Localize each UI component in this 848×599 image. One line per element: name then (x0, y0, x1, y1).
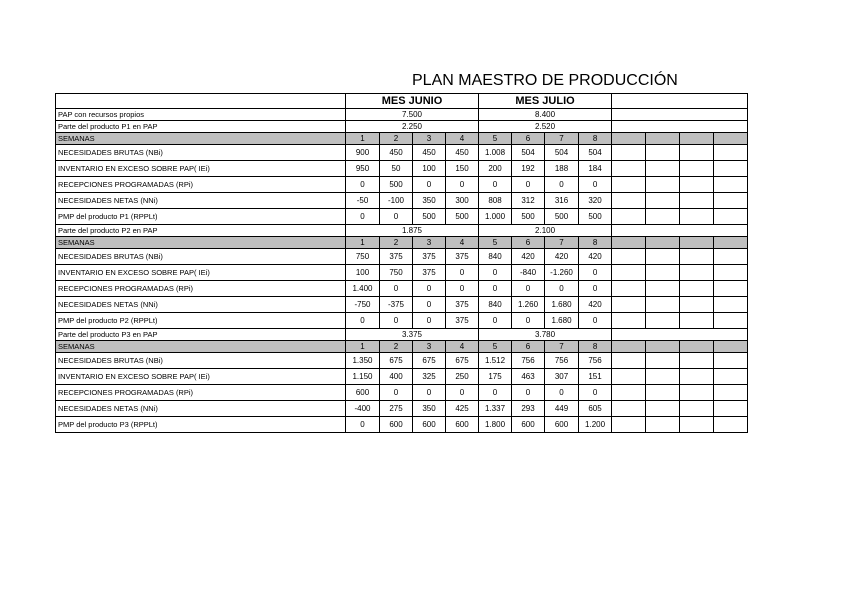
part-row (56, 121, 748, 133)
data-row (56, 265, 748, 281)
empty-cell (646, 369, 680, 385)
value-cell: 1.800 (479, 417, 512, 433)
empty-cell (646, 145, 680, 161)
empty-cell (680, 133, 714, 145)
value-cell: 600 (346, 385, 380, 401)
empty-cell (612, 109, 748, 121)
value-cell: 900 (346, 145, 380, 161)
week-number: 7 (545, 341, 579, 353)
part-junio-value: 3.375 (346, 329, 479, 341)
empty-cell (646, 385, 680, 401)
empty-cell (680, 177, 714, 193)
empty-cell (680, 237, 714, 249)
value-cell: 50 (380, 161, 413, 177)
value-cell: 0 (346, 313, 380, 329)
empty-cell (646, 313, 680, 329)
value-cell: 1.150 (346, 369, 380, 385)
row-label: RECEPCIONES PROGRAMADAS (RPi) (56, 385, 346, 401)
row-label: RECEPCIONES PROGRAMADAS (RPi) (56, 177, 346, 193)
value-cell: 0 (579, 385, 612, 401)
value-cell: 192 (512, 161, 545, 177)
value-cell: 316 (545, 193, 579, 209)
value-cell: 0 (446, 177, 479, 193)
value-cell: 0 (545, 177, 579, 193)
empty-cell (612, 385, 646, 401)
value-cell: 1.680 (545, 313, 579, 329)
empty-cell (612, 281, 646, 297)
empty-cell (714, 249, 748, 265)
value-cell: 1.200 (579, 417, 612, 433)
value-cell: 1.680 (545, 297, 579, 313)
empty-cell (646, 417, 680, 433)
value-cell: 0 (380, 209, 413, 225)
empty-cell (612, 401, 646, 417)
value-cell: 1.000 (479, 209, 512, 225)
pap-propios-row (56, 109, 748, 121)
plan-maestro-table (55, 93, 748, 433)
data-row (56, 161, 748, 177)
value-cell: 600 (413, 417, 446, 433)
empty-cell (714, 177, 748, 193)
value-cell: 463 (512, 369, 545, 385)
value-cell: 100 (413, 161, 446, 177)
empty-cell (680, 417, 714, 433)
weeks-label: SEMANAS (56, 133, 346, 145)
value-cell: 450 (413, 145, 446, 161)
value-cell: 500 (380, 177, 413, 193)
row-label: INVENTARIO EN EXCESO SOBRE PAP( IEi) (56, 369, 346, 385)
value-cell: -50 (346, 193, 380, 209)
week-number: 8 (579, 133, 612, 145)
value-cell: 600 (545, 417, 579, 433)
value-cell: 500 (512, 209, 545, 225)
value-cell: 750 (346, 249, 380, 265)
week-number: 2 (380, 133, 413, 145)
value-cell: 0 (413, 281, 446, 297)
value-cell: 0 (446, 265, 479, 281)
data-row (56, 145, 748, 161)
empty-cell (680, 145, 714, 161)
value-cell: 500 (413, 209, 446, 225)
week-number: 1 (346, 133, 380, 145)
value-cell: 0 (413, 313, 446, 329)
value-cell: 420 (512, 249, 545, 265)
value-cell: 756 (579, 353, 612, 369)
value-cell: 300 (446, 193, 479, 209)
row-label: NECESIDADES BRUTAS (NBi) (56, 249, 346, 265)
data-row (56, 353, 748, 369)
week-number: 6 (512, 341, 545, 353)
empty-cell (646, 353, 680, 369)
value-cell: 504 (579, 145, 612, 161)
value-cell: 420 (579, 249, 612, 265)
value-cell: 0 (479, 313, 512, 329)
value-cell: 840 (479, 249, 512, 265)
empty-cell (612, 177, 646, 193)
month-julio-header: MES JULIO (479, 94, 612, 109)
value-cell: 0 (413, 177, 446, 193)
empty-cell (612, 417, 646, 433)
value-cell: 0 (579, 281, 612, 297)
value-cell: 600 (446, 417, 479, 433)
week-number: 1 (346, 341, 380, 353)
weeks-row (56, 133, 748, 145)
value-cell: 0 (479, 385, 512, 401)
value-cell: 0 (446, 281, 479, 297)
week-number: 6 (512, 133, 545, 145)
week-number: 5 (479, 133, 512, 145)
empty-cell (680, 313, 714, 329)
empty-cell (714, 353, 748, 369)
weeks-row (56, 237, 748, 249)
empty-cell (714, 341, 748, 353)
value-cell: 150 (446, 161, 479, 177)
row-label: RECEPCIONES PROGRAMADAS (RPi) (56, 281, 346, 297)
value-cell: 0 (446, 385, 479, 401)
empty-cell (646, 133, 680, 145)
value-cell: 840 (479, 297, 512, 313)
value-cell: 0 (346, 209, 380, 225)
value-cell: 1.350 (346, 353, 380, 369)
row-label: NECESIDADES NETAS (NNi) (56, 297, 346, 313)
empty-cell (680, 353, 714, 369)
week-number: 1 (346, 237, 380, 249)
week-number: 3 (413, 133, 446, 145)
value-cell: 0 (512, 313, 545, 329)
value-cell: -400 (346, 401, 380, 417)
value-cell: 600 (380, 417, 413, 433)
value-cell: 675 (446, 353, 479, 369)
value-cell: 0 (479, 177, 512, 193)
empty-cell (646, 237, 680, 249)
empty-cell (612, 121, 748, 133)
empty-cell (612, 369, 646, 385)
empty-cell (646, 177, 680, 193)
week-number: 7 (545, 133, 579, 145)
data-row (56, 193, 748, 209)
value-cell: 0 (545, 385, 579, 401)
row-label: NECESIDADES NETAS (NNi) (56, 401, 346, 417)
empty-cell (680, 401, 714, 417)
value-cell: 175 (479, 369, 512, 385)
value-cell: 350 (413, 401, 446, 417)
value-cell: 449 (545, 401, 579, 417)
value-cell: 0 (413, 385, 446, 401)
week-number: 2 (380, 341, 413, 353)
value-cell: 320 (579, 193, 612, 209)
header-row (56, 94, 748, 109)
part-julio-value: 3.780 (479, 329, 612, 341)
value-cell: 675 (380, 353, 413, 369)
corner-cell (56, 94, 346, 109)
value-cell: 1.400 (346, 281, 380, 297)
empty-cell (612, 225, 748, 237)
value-cell: 250 (446, 369, 479, 385)
value-cell: 425 (446, 401, 479, 417)
week-number: 4 (446, 341, 479, 353)
value-cell: 184 (579, 161, 612, 177)
value-cell: 0 (380, 385, 413, 401)
empty-cell (714, 417, 748, 433)
value-cell: 375 (446, 249, 479, 265)
value-cell: 375 (380, 249, 413, 265)
empty-cell (714, 281, 748, 297)
value-cell: 504 (545, 145, 579, 161)
value-cell: 0 (579, 265, 612, 281)
empty-cell (714, 145, 748, 161)
weeks-label: SEMANAS (56, 341, 346, 353)
empty-cell (646, 209, 680, 225)
value-cell: 756 (545, 353, 579, 369)
empty-cell (612, 313, 646, 329)
week-number: 7 (545, 237, 579, 249)
empty-cell (714, 369, 748, 385)
value-cell: 450 (380, 145, 413, 161)
value-cell: 0 (579, 313, 612, 329)
row-label: INVENTARIO EN EXCESO SOBRE PAP( IEi) (56, 265, 346, 281)
part-row (56, 329, 748, 341)
value-cell: -840 (512, 265, 545, 281)
data-row (56, 417, 748, 433)
value-cell: 450 (446, 145, 479, 161)
value-cell: -100 (380, 193, 413, 209)
value-cell: -750 (346, 297, 380, 313)
empty-cell (714, 237, 748, 249)
value-cell: 420 (545, 249, 579, 265)
value-cell: 275 (380, 401, 413, 417)
empty-cell (646, 341, 680, 353)
empty-cell (714, 133, 748, 145)
value-cell: 0 (479, 265, 512, 281)
value-cell: 0 (545, 281, 579, 297)
row-label: NECESIDADES BRUTAS (NBi) (56, 145, 346, 161)
empty-cell (714, 297, 748, 313)
empty-cell (612, 353, 646, 369)
empty-cell (680, 297, 714, 313)
value-cell: 293 (512, 401, 545, 417)
value-cell: 0 (512, 177, 545, 193)
empty-cell (714, 161, 748, 177)
week-number: 6 (512, 237, 545, 249)
data-row (56, 177, 748, 193)
value-cell: 500 (446, 209, 479, 225)
row-label: PMP del producto P1 (RPPLt) (56, 209, 346, 225)
empty-cell (680, 265, 714, 281)
row-label: INVENTARIO EN EXCESO SOBRE PAP( IEi) (56, 161, 346, 177)
empty-cell (680, 341, 714, 353)
empty-cell (612, 161, 646, 177)
data-row (56, 313, 748, 329)
empty-cell (646, 265, 680, 281)
value-cell: 1.337 (479, 401, 512, 417)
value-cell: 1.008 (479, 145, 512, 161)
week-number: 4 (446, 237, 479, 249)
pap-propios-julio: 8.400 (479, 109, 612, 121)
value-cell: 504 (512, 145, 545, 161)
value-cell: 750 (380, 265, 413, 281)
value-cell: 0 (413, 297, 446, 313)
part-junio-value: 2.250 (346, 121, 479, 133)
page-title: PLAN MAESTRO DE PRODUCCIÓN (412, 72, 678, 89)
value-cell: 0 (579, 177, 612, 193)
part-junio-value: 1.875 (346, 225, 479, 237)
value-cell: 0 (346, 417, 380, 433)
empty-cell (646, 297, 680, 313)
value-cell: 1.512 (479, 353, 512, 369)
value-cell: 312 (512, 193, 545, 209)
row-label: NECESIDADES BRUTAS (NBi) (56, 353, 346, 369)
data-row (56, 369, 748, 385)
empty-cell (612, 209, 646, 225)
empty-header-cell (612, 94, 748, 109)
empty-cell (714, 385, 748, 401)
value-cell: 375 (446, 313, 479, 329)
value-cell: 0 (380, 313, 413, 329)
part-julio-value: 2.100 (479, 225, 612, 237)
value-cell: 375 (413, 265, 446, 281)
empty-cell (612, 249, 646, 265)
value-cell: 307 (545, 369, 579, 385)
row-label: PMP del producto P3 (RPPLt) (56, 417, 346, 433)
data-row (56, 401, 748, 417)
value-cell: 420 (579, 297, 612, 313)
week-number: 3 (413, 341, 446, 353)
empty-cell (680, 249, 714, 265)
empty-cell (612, 145, 646, 161)
week-number: 8 (579, 237, 612, 249)
empty-cell (612, 133, 646, 145)
value-cell: 0 (346, 177, 380, 193)
week-number: 3 (413, 237, 446, 249)
empty-cell (646, 401, 680, 417)
part-label: Parte del producto P3 en PAP (56, 329, 346, 341)
empty-cell (612, 341, 646, 353)
data-row (56, 297, 748, 313)
value-cell: 375 (413, 249, 446, 265)
empty-cell (680, 369, 714, 385)
empty-cell (612, 297, 646, 313)
row-label: PMP del producto P2 (RPPLt) (56, 313, 346, 329)
value-cell: 200 (479, 161, 512, 177)
value-cell: 1.260 (512, 297, 545, 313)
row-label: NECESIDADES NETAS (NNi) (56, 193, 346, 209)
empty-cell (714, 193, 748, 209)
value-cell: 0 (512, 281, 545, 297)
empty-cell (646, 161, 680, 177)
value-cell: 500 (579, 209, 612, 225)
value-cell: 605 (579, 401, 612, 417)
empty-cell (714, 209, 748, 225)
week-number: 2 (380, 237, 413, 249)
value-cell: 188 (545, 161, 579, 177)
value-cell: 325 (413, 369, 446, 385)
value-cell: 600 (512, 417, 545, 433)
empty-cell (680, 161, 714, 177)
value-cell: -1.260 (545, 265, 579, 281)
value-cell: 100 (346, 265, 380, 281)
empty-cell (680, 193, 714, 209)
empty-cell (612, 237, 646, 249)
weeks-row (56, 341, 748, 353)
value-cell: 0 (380, 281, 413, 297)
value-cell: -375 (380, 297, 413, 313)
value-cell: 400 (380, 369, 413, 385)
empty-cell (612, 329, 748, 341)
value-cell: 500 (545, 209, 579, 225)
weeks-label: SEMANAS (56, 237, 346, 249)
empty-cell (646, 249, 680, 265)
empty-cell (714, 313, 748, 329)
empty-cell (612, 265, 646, 281)
empty-cell (680, 209, 714, 225)
value-cell: 350 (413, 193, 446, 209)
empty-cell (680, 385, 714, 401)
empty-cell (680, 281, 714, 297)
week-number: 5 (479, 237, 512, 249)
empty-cell (646, 193, 680, 209)
value-cell: 950 (346, 161, 380, 177)
empty-cell (714, 401, 748, 417)
value-cell: 675 (413, 353, 446, 369)
week-number: 4 (446, 133, 479, 145)
data-row (56, 281, 748, 297)
value-cell: 808 (479, 193, 512, 209)
month-junio-header: MES JUNIO (346, 94, 479, 109)
pap-propios-junio: 7.500 (346, 109, 479, 121)
value-cell: 375 (446, 297, 479, 313)
part-row (56, 225, 748, 237)
week-number: 5 (479, 341, 512, 353)
value-cell: 151 (579, 369, 612, 385)
data-row (56, 249, 748, 265)
value-cell: 0 (479, 281, 512, 297)
empty-cell (714, 265, 748, 281)
value-cell: 0 (512, 385, 545, 401)
part-label: Parte del producto P2 en PAP (56, 225, 346, 237)
value-cell: 756 (512, 353, 545, 369)
part-julio-value: 2.520 (479, 121, 612, 133)
week-number: 8 (579, 341, 612, 353)
part-label: Parte del producto P1 en PAP (56, 121, 346, 133)
empty-cell (646, 281, 680, 297)
pap-propios-label: PAP con recursos propios (56, 109, 346, 121)
data-row (56, 385, 748, 401)
empty-cell (612, 193, 646, 209)
data-row (56, 209, 748, 225)
